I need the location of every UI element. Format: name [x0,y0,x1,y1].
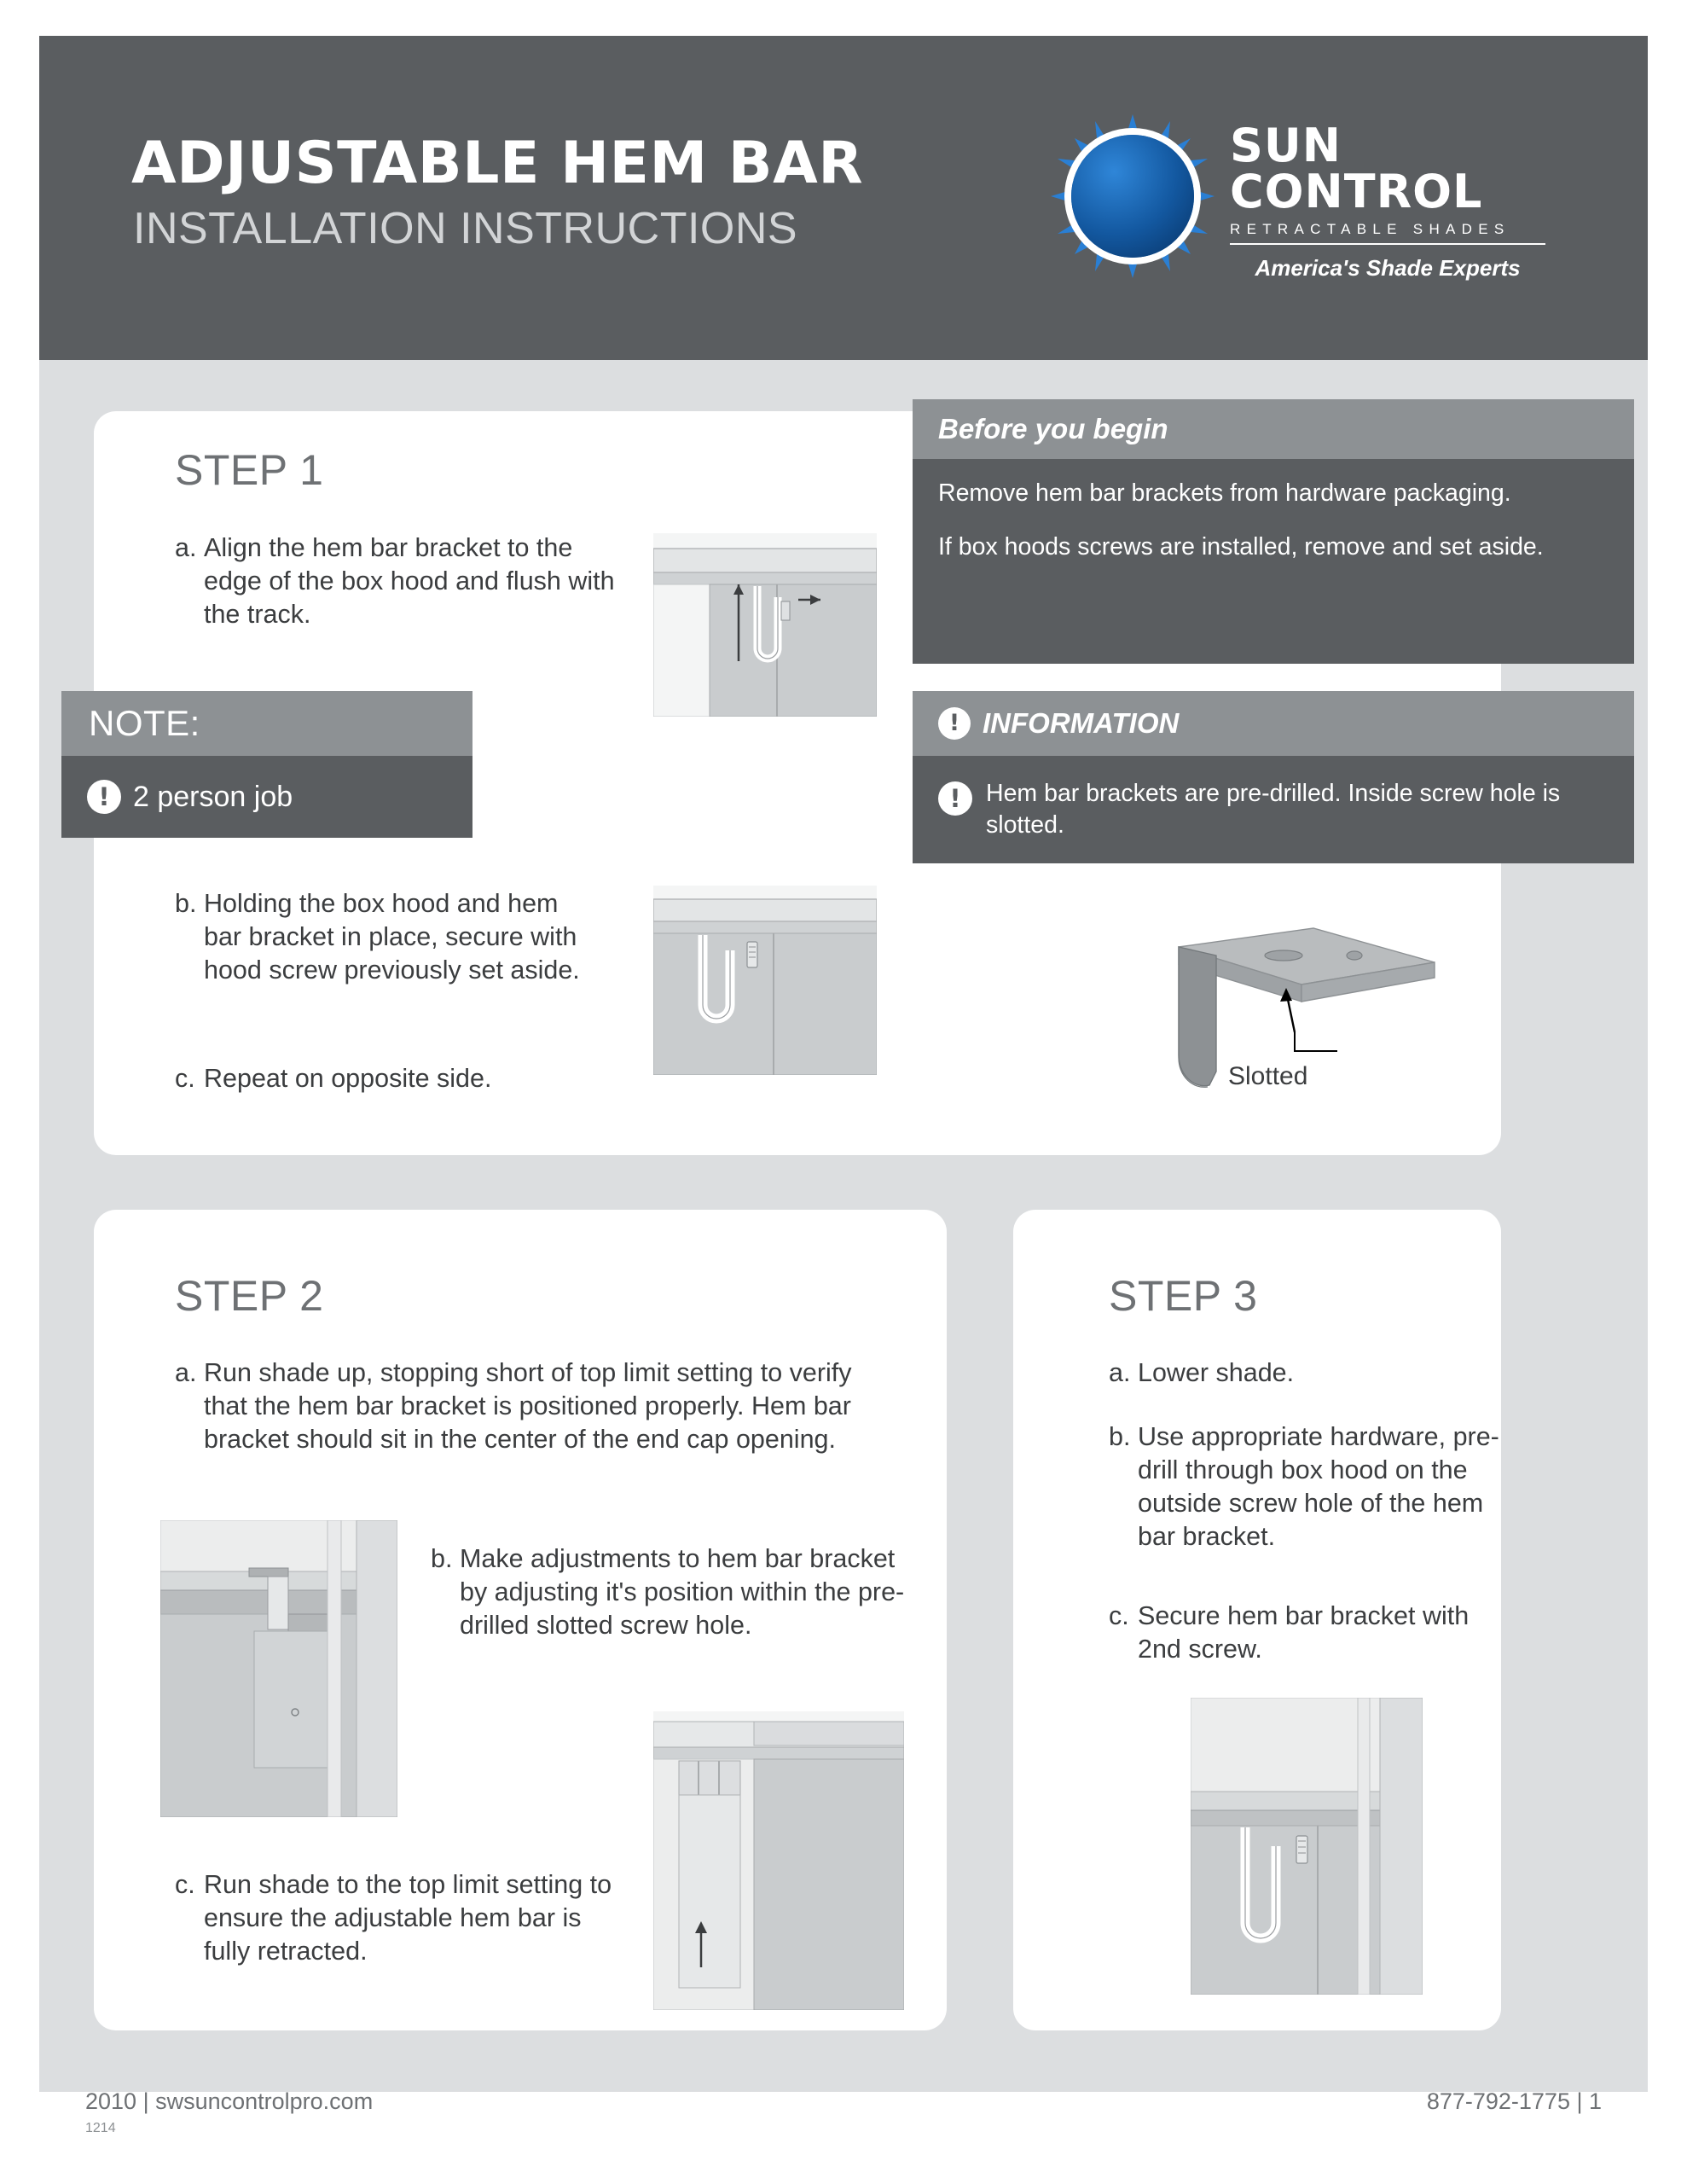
before-you-begin-header [913,399,1634,459]
step-1-item-b-marker: b. [175,889,197,918]
step-3-title: STEP 3 [1109,1272,1258,1320]
bracket-3d-illustration [1134,896,1458,1143]
step-2-item-b-marker: b. [431,1544,453,1573]
before-you-begin-p1: Remove hem bar brackets from hardware packaging. [938,479,1511,507]
step-1-item-b-text: Holding the box hood and hem bar bracket in place, secure with hood screw previously set aside. [204,889,580,985]
footer-doc-code: 1214 [85,2121,116,2135]
logo-wordmark [1230,119,1545,282]
step-2-item-b [431,1542,908,1642]
step-3-item-b-marker: b. [1109,1422,1131,1451]
step-1-item-a [175,531,635,631]
step-3-item-c-text: Secure hem bar bracket with 2nd screw. [1138,1601,1470,1664]
step-3-item-a [1109,1356,1510,1390]
step-2-item-c-text: Run shade to the top limit setting to ensure the adjustable hem bar is fully retracted. [204,1870,612,1966]
logo-sub-text: RETRACTABLE SHADES [1230,221,1545,245]
note-header [61,691,472,756]
step-2-item-b-text: Make adjustments to hem bar bracket by adjusting it's position within the pre-drilled slotted screw hole. [460,1544,905,1641]
slotted-label: Slotted [1228,1062,1308,1090]
exclamation-circle-icon: ! [938,707,971,740]
exclamation-circle-icon: ! [938,781,972,816]
exclamation-circle-icon: ! [87,780,121,814]
sunburst-icon [1051,114,1215,278]
step-3-item-c-marker: c. [1109,1601,1129,1630]
step-1-item-c-text: Repeat on opposite side. [204,1064,492,1093]
step-3-illustration [1191,1698,1423,1995]
step-1-item-c-marker: c. [175,1064,195,1093]
step-1b-illustration [653,886,877,1075]
step-3-item-a-text: Lower shade. [1138,1358,1295,1387]
logo-main-text: SUN CONTROL [1230,119,1483,218]
step-3-item-b [1109,1420,1510,1554]
page-title: ADJUSTABLE HEM BAR [131,130,864,197]
step-3-item-c [1109,1600,1510,1666]
before-you-begin-p2: If box hoods screws are installed, remove and set aside. [938,533,1544,561]
step-2-title: STEP 2 [175,1272,324,1320]
step-1-item-a-marker: a. [175,533,197,562]
note-text: 2 person job [133,780,293,813]
before-you-begin-body [913,459,1634,664]
step-2-item-c [175,1868,618,1968]
information-body [913,756,1634,863]
step-3-item-a-marker: a. [1109,1358,1131,1387]
before-you-begin-title: Before you begin [938,413,1168,444]
note-body [61,756,472,838]
note-title: NOTE: [89,703,200,743]
step-2-item-a-text: Run shade up, stopping short of top limit setting to verify that the hem bar bracket is positioned properly. Hem bar bracket should sit in the center of the end cap opening. [204,1358,852,1455]
footer-left: 2010 | swsuncontrolpro.com [85,2088,374,2114]
information-header [913,691,1634,756]
step-1-item-b [175,887,601,987]
step-2-item-a-marker: a. [175,1358,197,1387]
step-1a-illustration [653,533,877,717]
footer-right: 877-792-1775 | 1 [1426,2088,1602,2114]
step-2-right-illustration [653,1711,904,2010]
brand-logo [1042,104,1545,300]
document-header [39,36,1648,360]
logo-tagline: America's Shade Experts [1255,255,1521,281]
step-2-item-a [175,1356,900,1456]
step-2-item-c-marker: c. [175,1870,195,1899]
page-subtitle: INSTALLATION INSTRUCTIONS [133,204,798,253]
step-3-item-b-text: Use appropriate hardware, pre-drill through box hood on the outside screw hole of the hem bar bracket. [1138,1422,1499,1552]
information-text: Hem bar brackets are pre-drilled. Inside screw hole is slotted. [986,780,1561,839]
information-title: INFORMATION [983,707,1180,739]
step-1-item-c [175,1062,618,1095]
step-1-item-a-text: Align the hem bar bracket to the edge of the box hood and flush with the track. [204,533,615,630]
step-1-title: STEP 1 [175,446,324,494]
step-2-left-illustration [160,1520,397,1817]
